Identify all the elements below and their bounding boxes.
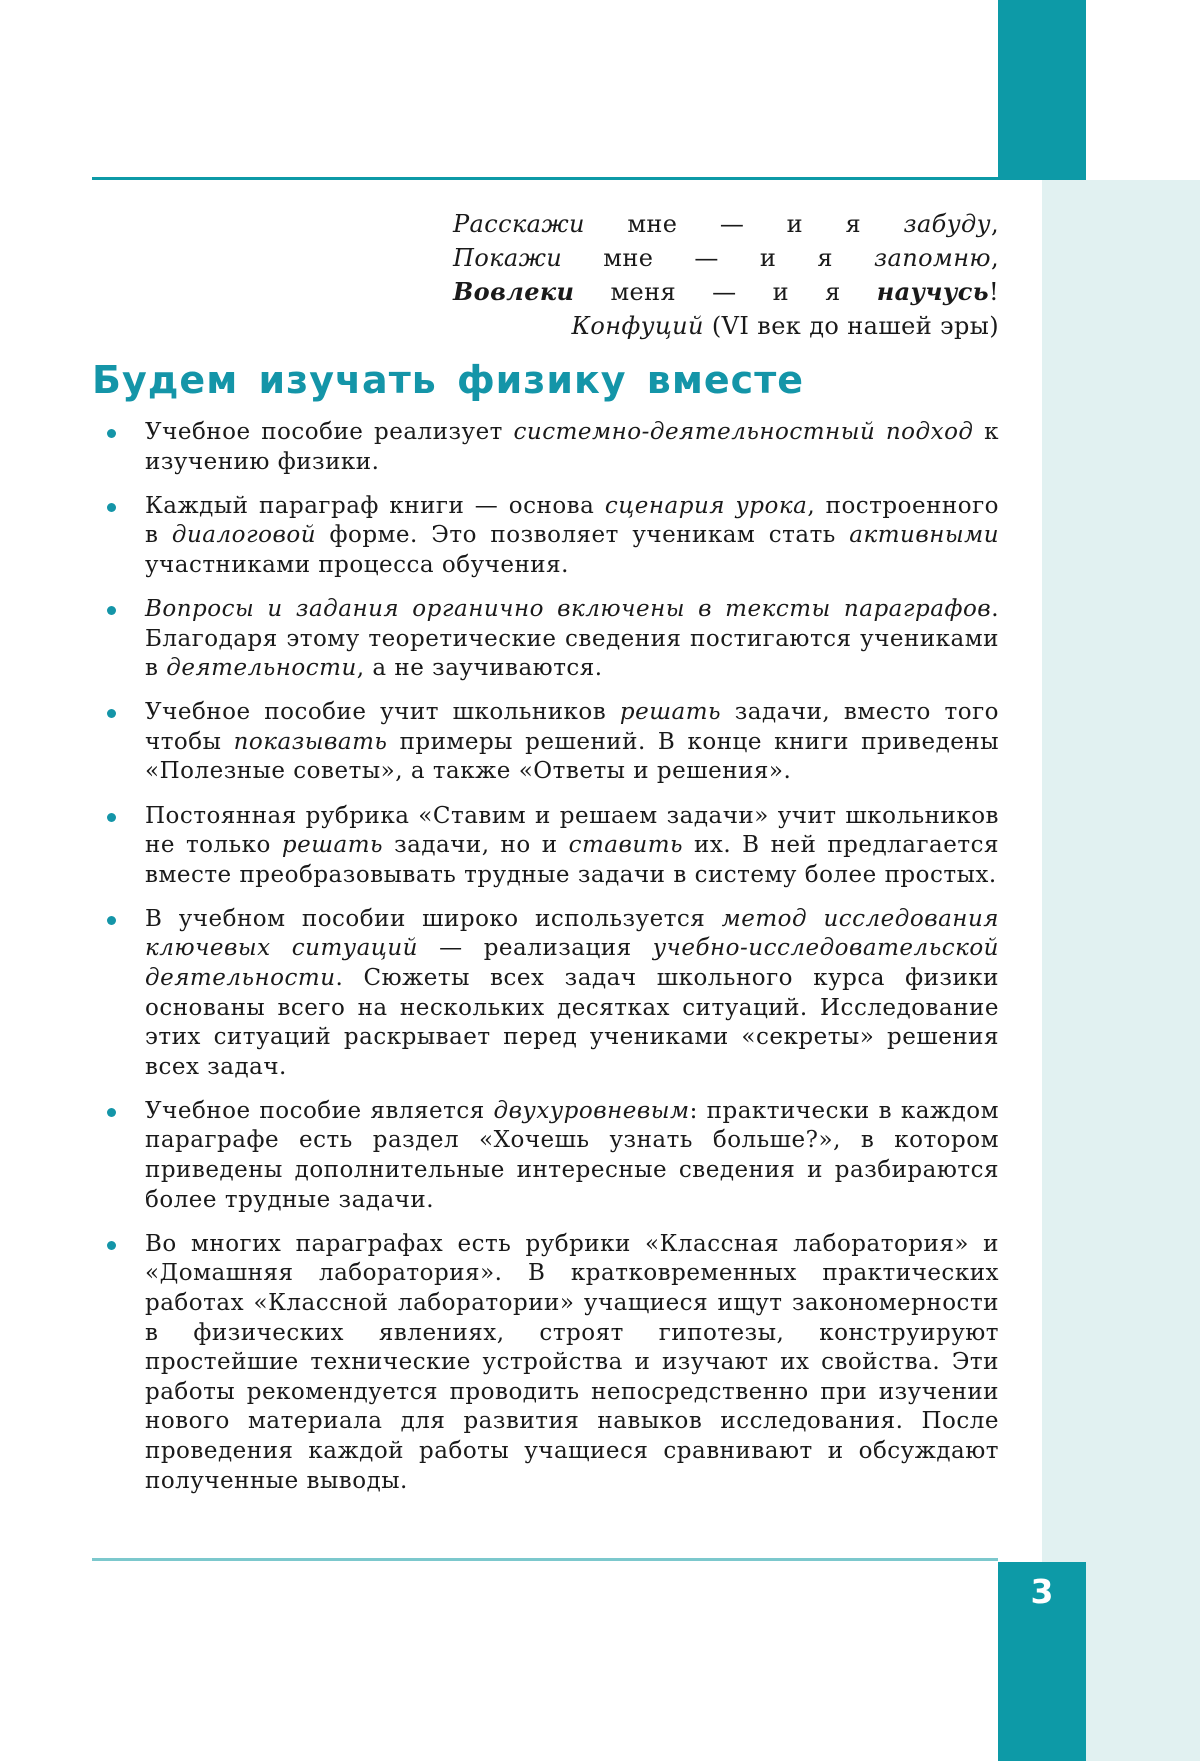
bullet-dot-icon <box>107 1241 116 1250</box>
bullet-item <box>92 1230 999 1496</box>
bullet-text: Каждый параграф книги — основа сценария урока, построенного в диалоговой форме. Это позволяет ученикам стать активными участниками процесса обучения. <box>145 492 1000 578</box>
bullet-dot-icon <box>107 503 116 512</box>
bullet-list <box>92 418 999 1511</box>
bullet-item <box>92 802 999 891</box>
bullet-text: Вопросы и задания органично включены в тексты параграфов. Благодаря этому теоретические сведения постигаются учениками в деятельности, а не заучиваются. <box>145 595 999 682</box>
bottom-rule <box>92 1558 998 1561</box>
epigraph-line-2: Покажи мне — и я запомню, <box>453 243 999 272</box>
bullet-item <box>92 418 999 477</box>
bullet-item <box>92 698 999 787</box>
bullet-dot-icon <box>107 916 116 925</box>
bullet-text: Учебное пособие реализует системно-деятельностный подход к изучению физики. <box>145 419 1000 475</box>
epigraph-author: Конфуций (VI век до нашей эры) <box>571 311 999 340</box>
bullet-text: Во многих параграфах есть рубрики «Классная лаборатория» и «Домашняя лаборатория». В кратковременных практических работах «Классной лаборатории» учащиеся ищут закономерности в физических явлениях, строят гипотезы, конструируют простейшие технические устройства и изучают их свойства. Эти работы рекомендуется проводить непосредственно при изучении нового материала для развития навыков исследования. После проведения каждой работы учащиеся сравнивают и обсуждают полученные выводы. <box>145 1230 999 1494</box>
epigraph <box>453 208 999 343</box>
bullet-text: Учебное пособие учит школьников решать задачи, вместо того чтобы показывать примеры решений. В конце книги приведены «Полезные советы», а также «Ответы и решения». <box>145 699 999 785</box>
bullet-item <box>92 1097 999 1215</box>
bullet-item <box>92 905 999 1083</box>
bullet-dot-icon <box>107 606 116 615</box>
bullet-dot-icon <box>107 1108 116 1117</box>
side-band-top <box>998 0 1086 180</box>
top-rule <box>92 177 998 180</box>
bullet-text: Учебное пособие является двухуровневым: практически в каждом параграфе есть раздел «Хочешь узнать больше?», в котором приведены дополнительные интересные сведения и разбираются более трудные задачи. <box>145 1097 999 1213</box>
bullet-dot-icon <box>107 813 116 822</box>
page-number: 3 <box>1030 1572 1054 1611</box>
bullet-dot-icon <box>107 429 116 438</box>
bullet-dot-icon <box>107 709 116 718</box>
bullet-item <box>92 595 999 684</box>
section-heading: Будем изучать физику вместе <box>92 358 805 402</box>
side-band-light <box>1042 180 1200 1761</box>
epigraph-line-1: Расскажи мне — и я забуду, <box>453 210 999 238</box>
bullet-item <box>92 492 999 581</box>
bullet-text: В учебном пособии широко используется метод исследования ключевых ситуаций — реализация учебно-исследовательской деятельности. Сюжеты всех задач школьного курса физики основаны всего на нескольких десятках ситуаций. Исследование этих ситуаций раскрывает перед учениками «секреты» решения всех задач. <box>145 905 999 1080</box>
bullet-text: Постоянная рубрика «Ставим и решаем задачи» учит школьников не только решать задачи, но и ставить их. В ней предлагается вместе преобразовывать трудные задачи в систему более простых. <box>145 802 999 888</box>
epigraph-line-3: Вовлеки меня — и я научусь! <box>453 277 999 306</box>
